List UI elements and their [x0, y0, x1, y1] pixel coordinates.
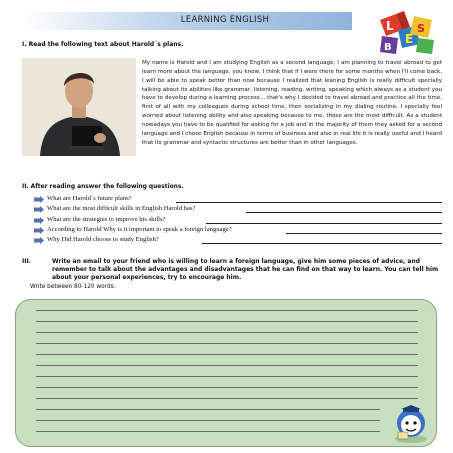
- question-text: What are the strategies to improve his skills?: [47, 215, 166, 223]
- question-text: Why Did Harold choose to study English?: [47, 236, 159, 244]
- abc-blocks-icon: [374, 8, 438, 56]
- writing-line[interactable]: [36, 365, 418, 366]
- svg-text:L: L: [386, 19, 394, 33]
- arrow-bullet-icon: [34, 217, 44, 224]
- arrow-bullet-icon: [34, 196, 44, 203]
- section-1-heading: I. Read the following text about Harold´s plans.: [22, 41, 184, 48]
- page-title: LEARNING ENGLISH: [180, 15, 270, 25]
- word-count-instruction: Write between 80-120 words.: [30, 284, 116, 290]
- answer-line[interactable]: [202, 243, 442, 244]
- svg-text:S: S: [417, 22, 425, 35]
- answer-line[interactable]: [246, 212, 442, 213]
- question-item: [34, 226, 442, 236]
- photo-spacer: [18, 59, 142, 172]
- question-text: What are Harold´s future plans?: [47, 195, 132, 202]
- question-item: [34, 236, 442, 246]
- section-3-number: III.: [22, 258, 31, 265]
- svg-text:E: E: [405, 32, 414, 46]
- arrow-bullet-icon: [34, 227, 44, 234]
- writing-line[interactable]: [36, 354, 418, 355]
- arrow-bullet-icon: [34, 237, 44, 244]
- writing-line[interactable]: [36, 420, 380, 421]
- question-item: [34, 216, 442, 226]
- writing-line[interactable]: [36, 387, 418, 388]
- question-item: [34, 205, 442, 215]
- writing-line[interactable]: [36, 376, 418, 377]
- answer-line[interactable]: [176, 202, 442, 203]
- student-mascot-icon: [392, 404, 430, 444]
- reading-passage-text: My name is Harold and I am studying English as a second language, I am planning to travel abroad to get learn more about the language, you know, I think that if I were there for some months when I'll come back, I will be able to speak better than now because I realized that leaning English is really difficult specially talking about its abilities like grammar, listening, reading, writing, speaking which always as a student you have to develop during a learning process… that's why I decided to travel abroad and practice all the time, first of all with my colleagues during school time, then socializing in my dialing routine. I specially feel worried about listening ability and also speaking because to me, those are the most difficult. As a student nowadays you have to be qualified for asking for a job and in the majority of them they asked for a second language and I chose English because in terms of business and also in real life it is really useful and I heard that its grammar and syntactic structures are better than in other languages.: [142, 60, 442, 146]
- writing-line[interactable]: [36, 321, 418, 322]
- section-3-instruction: Write an email to your friend who is willing to learn a foreign language, give him some pieces of advice, and remember to talk about the advantages and disadvantages that he can find on that way to learn. You can tell him about your personal experiences, try to encourage him.: [52, 258, 439, 281]
- arrow-bullet-icon: [34, 206, 44, 213]
- question-text: What are the most difficult skills in English Harold has?: [47, 205, 196, 213]
- writing-area[interactable]: [15, 299, 437, 447]
- question-item: [34, 195, 442, 205]
- writing-line[interactable]: [36, 343, 418, 344]
- svg-text:B: B: [384, 42, 392, 53]
- section-2-heading: II. After reading answer the following questions.: [22, 184, 184, 190]
- writing-line[interactable]: [36, 431, 380, 432]
- questions-list: [34, 195, 442, 246]
- writing-line[interactable]: [36, 332, 418, 333]
- answer-line[interactable]: [206, 223, 442, 224]
- writing-line[interactable]: [36, 409, 380, 410]
- question-text: According to Harold Why is it important to speak a foreign language?: [47, 225, 232, 233]
- writing-line[interactable]: [36, 310, 418, 311]
- writing-line[interactable]: [36, 398, 418, 399]
- reading-passage: [18, 59, 442, 172]
- answer-line[interactable]: [286, 233, 442, 234]
